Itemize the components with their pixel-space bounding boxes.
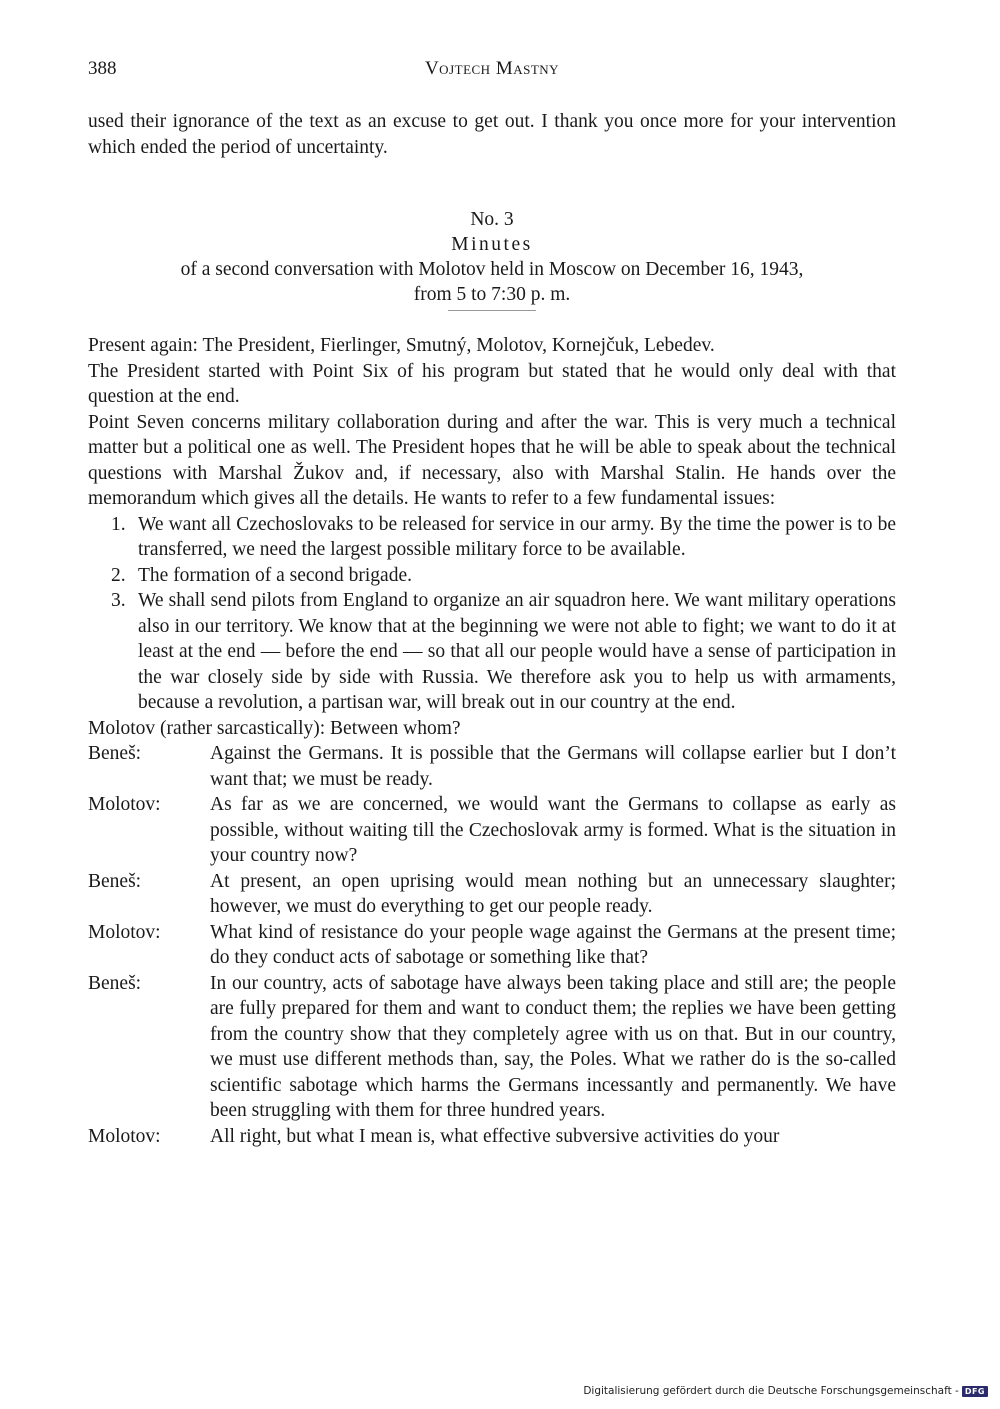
body-text: [88, 333, 896, 1149]
molotov-aside: Molotov (rather sarcastically): Between whom?: [88, 717, 461, 739]
speaker-name: Beneš:: [88, 743, 142, 764]
list-item-text: We shall send pilots from England to organize an air squadron here. We want military operations also in our territory. We know that at the beginning we were not able to fight; we want to do it at least at the end — before the end — so that all our people would have a sense of participation in the war closely side by side with Russia. We therefore ask you to help us with armaments, because a revolution, a partisan war, will break out in our country at the end.: [138, 590, 896, 713]
document-number: No. 3: [470, 209, 514, 230]
dialogue-entry: [88, 741, 896, 792]
speech-text: As far as we are concerned, we would want the Germans to collapse as early as possible, without waiting till the Czechoslovak army is formed. What is the situation in your country now?: [210, 794, 896, 866]
list-item-text: The formation of a second brigade.: [138, 564, 412, 586]
speaker-name: Beneš:: [88, 870, 142, 892]
speech-text: At present, an open uprising would mean nothing but an unnecessary slaughter; however, we must do everything to get our people ready.: [210, 870, 896, 917]
heading-rule: [448, 310, 536, 311]
dialogue-entry: [88, 1124, 896, 1150]
document-heading: [88, 207, 896, 307]
speaker-name: Molotov:: [88, 1125, 161, 1147]
dialogue-entry: [88, 869, 896, 920]
dialogue-entry: [88, 792, 896, 869]
list-item: [88, 512, 896, 563]
list-item-text: We want all Czechoslovaks to be released for service in our army. By the time the power is to be transferred, we need the largest possible military force to be available.: [138, 513, 896, 560]
speaker-name: Beneš:: [88, 972, 142, 994]
speech-text: All right, but what I mean is, what effective subversive activities do your: [210, 1125, 780, 1147]
present-paragraph: Present again: The President, Fierlinger, Smutný, Molotov, Kornejčuk, Lebedev.: [88, 335, 715, 356]
points-list: [88, 512, 896, 716]
paragraph-point-seven: Point Seven concerns military collaboration during and after the war. This is very much a technical matter but a political one as well. The President hopes that he will be able to speak about the technical questions with Marshal Žukov and, if necessary, also with Marshal Stalin. He hands over the memorandum which gives all the details. He wants to refer to a few fundamental issues:: [88, 411, 896, 509]
page-number: 388: [88, 58, 117, 79]
dialogue-entry: [88, 971, 896, 1124]
list-item: [88, 588, 896, 716]
document-subtitle-line2: from 5 to 7:30 p. m.: [413, 284, 571, 305]
digitization-credit: [583, 1385, 988, 1397]
speech-text: What kind of resistance do your people wage against the Germans at the present time; do they conduct acts of sabotage or something like that?: [210, 921, 896, 968]
credit-text: Digitalisierung gefördert durch die Deutsche Forschungsgemeinschaft -: [583, 1385, 959, 1397]
speech-text: In our country, acts of sabotage have always been taking place and still are; the people are fully prepared for them and want to conduct them; the replies we have been getting from the country show that they completely agree with us on that. But in our country, we must use different methods than, say, the Poles. What we rather do is the so-called scientific sabotage which harms the Germans incessantly and permanently. We have been struggling with them for three hundred years.: [210, 972, 896, 1121]
list-item: [88, 563, 896, 589]
running-title: Vojtech Mastny: [424, 58, 560, 79]
list-item-number: 3.: [111, 590, 126, 611]
dialogue-entry: [88, 920, 896, 971]
speech-text: Against the Germans. It is possible that the Germans will collapse earlier but I don’t want that; we must be ready.: [210, 743, 896, 790]
carry-over-paragraph: used their ignorance of the text as an excuse to get out. I thank you once more for your intervention which ended the period of uncertainty.: [88, 111, 896, 158]
speaker-name: Molotov:: [88, 794, 161, 815]
dfg-logo-icon: DFG: [962, 1386, 988, 1397]
list-item-number: 2.: [111, 564, 126, 586]
document-title: Minutes: [451, 234, 533, 255]
speaker-name: Molotov:: [88, 921, 161, 943]
paragraph-point-six: The President started with Point Six of his program but stated that he would only deal with that question at the end.: [88, 360, 896, 407]
list-item-number: 1.: [111, 513, 126, 535]
document-subtitle-line1: of a second conversation with Molotov held in Moscow on December 16, 1943,: [180, 259, 804, 280]
